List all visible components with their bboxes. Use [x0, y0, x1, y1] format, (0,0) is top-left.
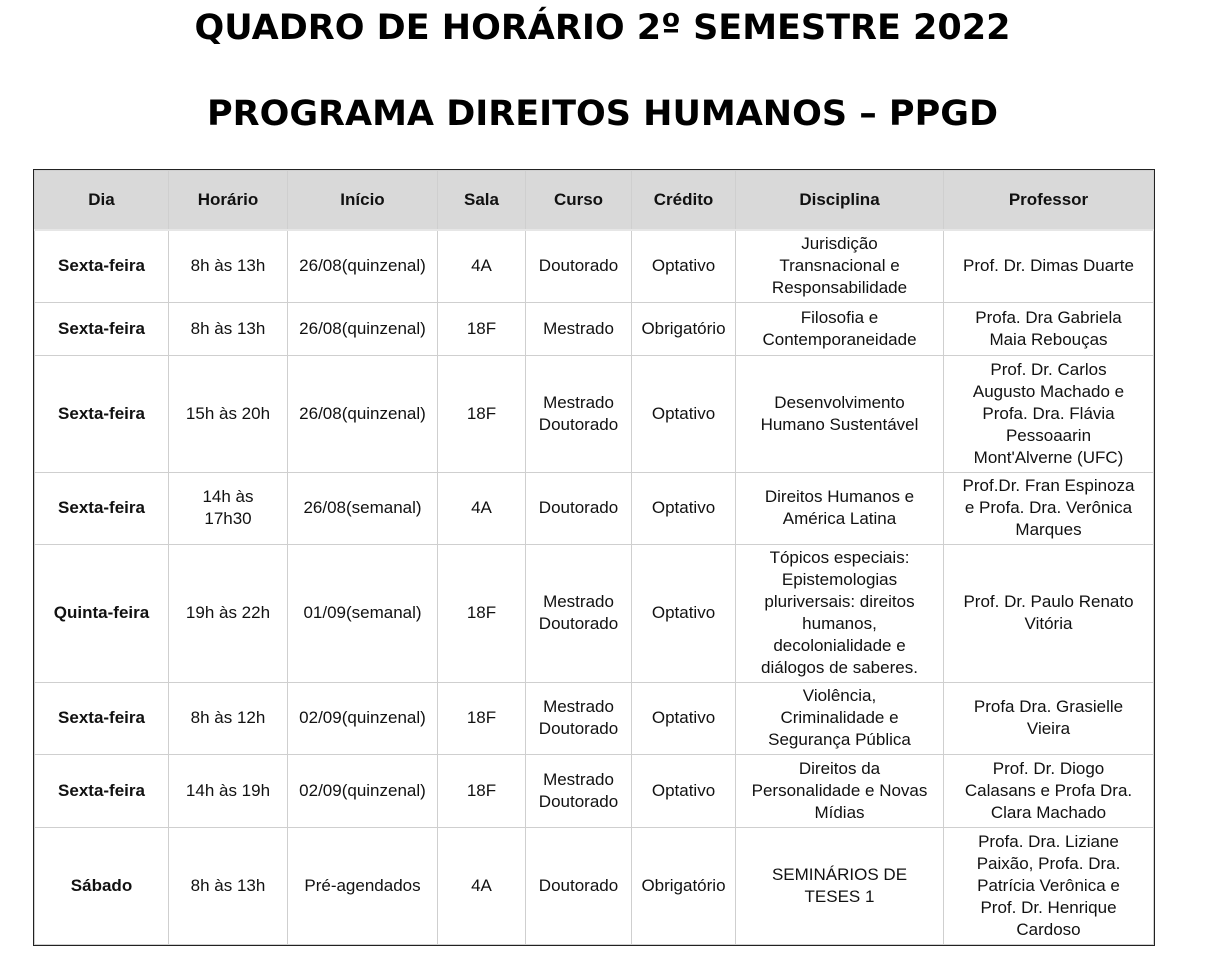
cell-professor: Prof.Dr. Fran Espinoza e Profa. Dra. Verônica Marques	[944, 472, 1154, 544]
cell-dia: Sexta-feira	[35, 472, 169, 544]
header-credito: Crédito	[632, 171, 736, 231]
cell-dia: Sábado	[35, 827, 169, 944]
cell-credito: Optativo	[632, 544, 736, 682]
cell-professor: Prof. Dr. Dimas Duarte	[944, 230, 1154, 302]
cell-inicio: 26/08(quinzenal)	[288, 355, 438, 472]
cell-inicio: Pré-agendados	[288, 827, 438, 944]
header-inicio: Início	[288, 171, 438, 231]
cell-curso: Mestrado Doutorado	[526, 682, 632, 754]
cell-curso: Doutorado	[526, 827, 632, 944]
cell-sala: 18F	[438, 544, 526, 682]
header-sala: Sala	[438, 171, 526, 231]
cell-sala: 18F	[438, 682, 526, 754]
cell-disciplina: Filosofia e Contemporaneidade	[736, 302, 944, 355]
cell-inicio: 26/08(semanal)	[288, 472, 438, 544]
cell-professor: Profa. Dra Gabriela Maia Rebouças	[944, 302, 1154, 355]
cell-curso: Mestrado Doutorado	[526, 355, 632, 472]
cell-dia: Sexta-feira	[35, 355, 169, 472]
cell-sala: 18F	[438, 754, 526, 827]
cell-sala: 18F	[438, 355, 526, 472]
cell-professor: Profa. Dra. Liziane Paixão, Profa. Dra. Patrícia Verônica e Prof. Dr. Henrique Cardoso	[944, 827, 1154, 944]
cell-horario: 14h às 17h30	[169, 472, 288, 544]
header-professor: Professor	[944, 171, 1154, 231]
table-header-row	[35, 171, 1154, 231]
cell-horario: 19h às 22h	[169, 544, 288, 682]
table-row	[35, 827, 1154, 944]
cell-inicio: 02/09(quinzenal)	[288, 754, 438, 827]
cell-disciplina: Tópicos especiais: Epistemologias pluriversais: direitos humanos, decolonialidade e diálogos de saberes.	[736, 544, 944, 682]
cell-disciplina: Direitos da Personalidade e Novas Mídias	[736, 754, 944, 827]
cell-disciplina: Desenvolvimento Humano Sustentável	[736, 355, 944, 472]
cell-dia: Sexta-feira	[35, 230, 169, 302]
page-subtitle: PROGRAMA DIREITOS HUMANOS – PPGD	[206, 94, 999, 134]
cell-inicio: 02/09(quinzenal)	[288, 682, 438, 754]
cell-curso: Mestrado Doutorado	[526, 754, 632, 827]
header-dia: Dia	[35, 171, 169, 231]
cell-credito: Obrigatório	[632, 827, 736, 944]
cell-curso: Mestrado Doutorado	[526, 544, 632, 682]
cell-horario: 8h às 13h	[169, 230, 288, 302]
cell-disciplina: Jurisdição Transnacional e Responsabilidade	[736, 230, 944, 302]
cell-horario: 8h às 13h	[169, 827, 288, 944]
table-row	[35, 682, 1154, 754]
cell-sala: 4A	[438, 827, 526, 944]
schedule-table	[34, 170, 1154, 945]
cell-professor: Prof. Dr. Carlos Augusto Machado e Profa. Dra. Flávia Pessoaarin Mont'Alverne (UFC)	[944, 355, 1154, 472]
cell-credito: Optativo	[632, 472, 736, 544]
cell-sala: 18F	[438, 302, 526, 355]
table-row	[35, 472, 1154, 544]
cell-credito: Obrigatório	[632, 302, 736, 355]
header-horario: Horário	[169, 171, 288, 231]
table-row	[35, 355, 1154, 472]
cell-horario: 14h às 19h	[169, 754, 288, 827]
cell-dia: Sexta-feira	[35, 682, 169, 754]
cell-professor: Prof. Dr. Diogo Calasans e Profa Dra. Clara Machado	[944, 754, 1154, 827]
cell-curso: Doutorado	[526, 230, 632, 302]
cell-professor: Prof. Dr. Paulo Renato Vitória	[944, 544, 1154, 682]
header-curso: Curso	[526, 171, 632, 231]
table-row	[35, 230, 1154, 302]
cell-horario: 8h às 13h	[169, 302, 288, 355]
table-row	[35, 754, 1154, 827]
cell-disciplina: Direitos Humanos e América Latina	[736, 472, 944, 544]
cell-sala: 4A	[438, 230, 526, 302]
cell-dia: Sexta-feira	[35, 754, 169, 827]
cell-credito: Optativo	[632, 230, 736, 302]
header-disciplina: Disciplina	[736, 171, 944, 231]
cell-dia: Sexta-feira	[35, 302, 169, 355]
cell-credito: Optativo	[632, 355, 736, 472]
cell-horario: 15h às 20h	[169, 355, 288, 472]
cell-inicio: 26/08(quinzenal)	[288, 230, 438, 302]
table-row	[35, 544, 1154, 682]
cell-disciplina: Violência, Criminalidade e Segurança Pública	[736, 682, 944, 754]
cell-dia: Quinta-feira	[35, 544, 169, 682]
cell-curso: Mestrado	[526, 302, 632, 355]
cell-curso: Doutorado	[526, 472, 632, 544]
cell-professor: Profa Dra. Grasielle Vieira	[944, 682, 1154, 754]
cell-horario: 8h às 12h	[169, 682, 288, 754]
cell-credito: Optativo	[632, 754, 736, 827]
cell-inicio: 26/08(quinzenal)	[288, 302, 438, 355]
cell-sala: 4A	[438, 472, 526, 544]
cell-inicio: 01/09(semanal)	[288, 544, 438, 682]
page-title: QUADRO DE HORÁRIO 2º SEMESTRE 2022	[194, 8, 1011, 48]
cell-credito: Optativo	[632, 682, 736, 754]
cell-disciplina: SEMINÁRIOS DE TESES 1	[736, 827, 944, 944]
table-row	[35, 302, 1154, 355]
